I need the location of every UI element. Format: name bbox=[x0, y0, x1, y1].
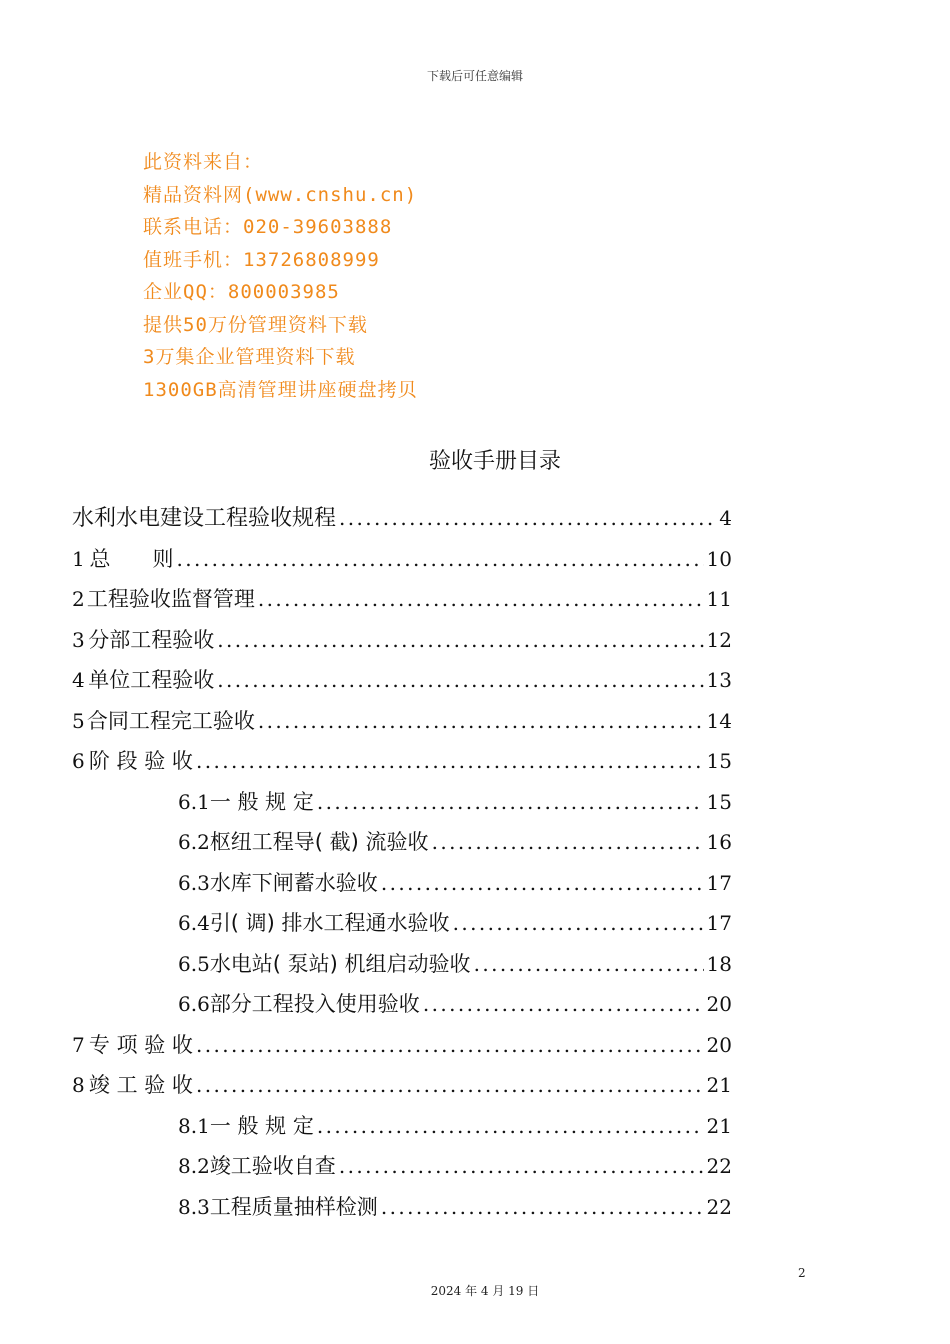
toc-entry[interactable] bbox=[178, 822, 732, 862]
toc-entry-page: 21 bbox=[706, 1073, 732, 1097]
toc-entry-number: 6.2 bbox=[178, 830, 210, 854]
toc-entry-title: 单位工程验收 bbox=[88, 668, 215, 692]
toc-entry[interactable] bbox=[72, 498, 732, 538]
toc-entry-number: 7 bbox=[72, 1032, 85, 1057]
footer-date: 2024 年 4 月 19 日 bbox=[430, 1284, 540, 1298]
toc-entry[interactable] bbox=[72, 741, 732, 781]
toc-dot-leader bbox=[258, 579, 704, 619]
toc-dot-leader bbox=[423, 984, 704, 1024]
toc-entry[interactable] bbox=[178, 863, 732, 903]
toc-entry-number: 3 bbox=[72, 627, 85, 652]
page-number: 2 bbox=[798, 1266, 806, 1280]
toc-entry-number: 4 bbox=[72, 668, 85, 692]
toc-entry[interactable] bbox=[178, 984, 732, 1024]
toc-entry-title: 分部工程验收 bbox=[88, 627, 215, 652]
toc-entry[interactable] bbox=[178, 903, 732, 943]
header-note: 下载后可任意编辑 bbox=[426, 69, 523, 83]
toc-entry-page: 11 bbox=[706, 587, 732, 611]
toc-entry[interactable] bbox=[72, 579, 732, 619]
promo-line: 企业QQ：800003985 bbox=[143, 281, 340, 303]
toc-entry-page: 14 bbox=[706, 708, 732, 733]
toc-entry-title: 竣 工 验 收 bbox=[88, 1073, 193, 1097]
promo-line: 精品资料网(www.cnshu.cn) bbox=[143, 183, 418, 206]
toc-entry-page: 15 bbox=[706, 749, 732, 773]
promo-line: 1300GB高清管理讲座硬盘拷贝 bbox=[143, 378, 418, 401]
toc-entry[interactable] bbox=[178, 1146, 732, 1186]
toc-dot-leader bbox=[453, 903, 704, 943]
toc-entry-page: 20 bbox=[706, 1032, 732, 1057]
toc-entry-number: 5 bbox=[72, 708, 85, 733]
toc-entry-page: 22 bbox=[706, 1194, 732, 1219]
toc-entry[interactable] bbox=[72, 620, 732, 660]
toc-entry-number: 8.3 bbox=[178, 1194, 210, 1219]
promo-block bbox=[143, 146, 418, 406]
toc-entry-page: 13 bbox=[706, 668, 732, 692]
toc-entry[interactable] bbox=[178, 782, 732, 822]
toc-entry-title: 专 项 验 收 bbox=[88, 1032, 193, 1057]
toc-entry[interactable] bbox=[72, 539, 732, 579]
toc-entry-number: 6 bbox=[72, 749, 85, 773]
toc-entry-title: 合同工程完工验收 bbox=[86, 708, 255, 733]
toc-entry-number: 6.1 bbox=[178, 789, 210, 814]
toc-dot-leader bbox=[217, 620, 703, 660]
toc-entry-title: 工程质量抽样检测 bbox=[209, 1194, 378, 1219]
toc-dot-leader bbox=[258, 701, 704, 741]
toc-entry-number: 6.6 bbox=[178, 992, 210, 1016]
toc-entry-page: 18 bbox=[706, 951, 732, 976]
toc-entry-number: 8.2 bbox=[178, 1154, 210, 1178]
toc-dot-leader bbox=[339, 498, 716, 538]
toc-entry-page: 21 bbox=[706, 1113, 732, 1138]
toc-entry-page: 4 bbox=[719, 506, 732, 530]
toc-entry[interactable] bbox=[72, 660, 732, 700]
toc-entry-page: 20 bbox=[706, 992, 732, 1016]
toc-entry-number: 6.5 bbox=[178, 951, 210, 976]
toc-entry-page: 12 bbox=[706, 627, 732, 652]
toc-entry-title: 一 般 规 定 bbox=[209, 1113, 314, 1138]
toc-entry-title: 工程验收监督管理 bbox=[86, 587, 255, 611]
promo-line: 3万集企业管理资料下载 bbox=[143, 346, 356, 368]
toc-entry-title: 总 则 bbox=[89, 546, 174, 571]
promo-line: 此资料来自： bbox=[143, 151, 264, 173]
toc-dot-leader bbox=[196, 741, 704, 781]
toc-entry-title: 水库下闸蓄水验收 bbox=[209, 870, 378, 895]
toc-entry[interactable] bbox=[178, 1187, 732, 1227]
toc-dot-leader bbox=[317, 1106, 704, 1146]
toc-entry-page: 17 bbox=[706, 870, 732, 895]
toc-dot-leader bbox=[177, 539, 704, 579]
toc-entry-page: 17 bbox=[706, 911, 732, 935]
toc-dot-leader bbox=[474, 944, 704, 984]
toc-entry-title: 一 般 规 定 bbox=[209, 789, 314, 814]
toc-entry-title: 枢纽工程导( 截) 流验收 bbox=[209, 830, 429, 854]
toc-dot-leader bbox=[196, 1065, 704, 1105]
toc-entry[interactable] bbox=[178, 944, 732, 984]
toc-entry-title: 竣工验收自查 bbox=[209, 1154, 336, 1178]
toc-entry-number: 8.1 bbox=[178, 1113, 210, 1138]
toc-entry-title: 引( 调) 排水工程通水验收 bbox=[209, 911, 450, 935]
toc-entry-title: 水电站( 泵站) 机组启动验收 bbox=[209, 951, 471, 976]
toc-entry-page: 10 bbox=[706, 546, 732, 571]
toc-dot-leader bbox=[381, 863, 704, 903]
promo-line: 联系电话：020-39603888 bbox=[143, 216, 393, 238]
toc-entry-title: 阶 段 验 收 bbox=[88, 749, 193, 773]
toc-entry[interactable] bbox=[72, 701, 732, 741]
toc-entry-number: 6.3 bbox=[178, 870, 210, 895]
toc-dot-leader bbox=[317, 782, 704, 822]
toc-entry-page: 22 bbox=[706, 1154, 732, 1178]
toc-dot-leader bbox=[196, 1025, 704, 1065]
toc-entry-number: 2 bbox=[72, 587, 85, 611]
toc-entry-page: 16 bbox=[706, 830, 732, 854]
toc-heading: 验收手册目录 bbox=[428, 449, 561, 474]
promo-line: 值班手机：13726808999 bbox=[143, 248, 380, 271]
toc-entry[interactable] bbox=[178, 1106, 732, 1146]
toc-entry-title: 水利水电建设工程验收规程 bbox=[72, 506, 337, 531]
toc-entry-page: 15 bbox=[706, 789, 732, 814]
toc-dot-leader bbox=[217, 660, 703, 700]
toc-entry-number: 8 bbox=[72, 1073, 85, 1097]
toc-entry-number: 6.4 bbox=[178, 911, 210, 935]
toc-dot-leader bbox=[432, 822, 704, 862]
promo-line: 提供50万份管理资料下载 bbox=[143, 313, 368, 336]
toc-dot-leader bbox=[339, 1146, 704, 1186]
toc-dot-leader bbox=[381, 1187, 704, 1227]
toc-entry[interactable] bbox=[72, 1065, 732, 1105]
toc-entry-number: 1 bbox=[72, 546, 85, 571]
toc-entry-title: 部分工程投入使用验收 bbox=[209, 992, 420, 1016]
toc-entry[interactable] bbox=[72, 1025, 732, 1065]
